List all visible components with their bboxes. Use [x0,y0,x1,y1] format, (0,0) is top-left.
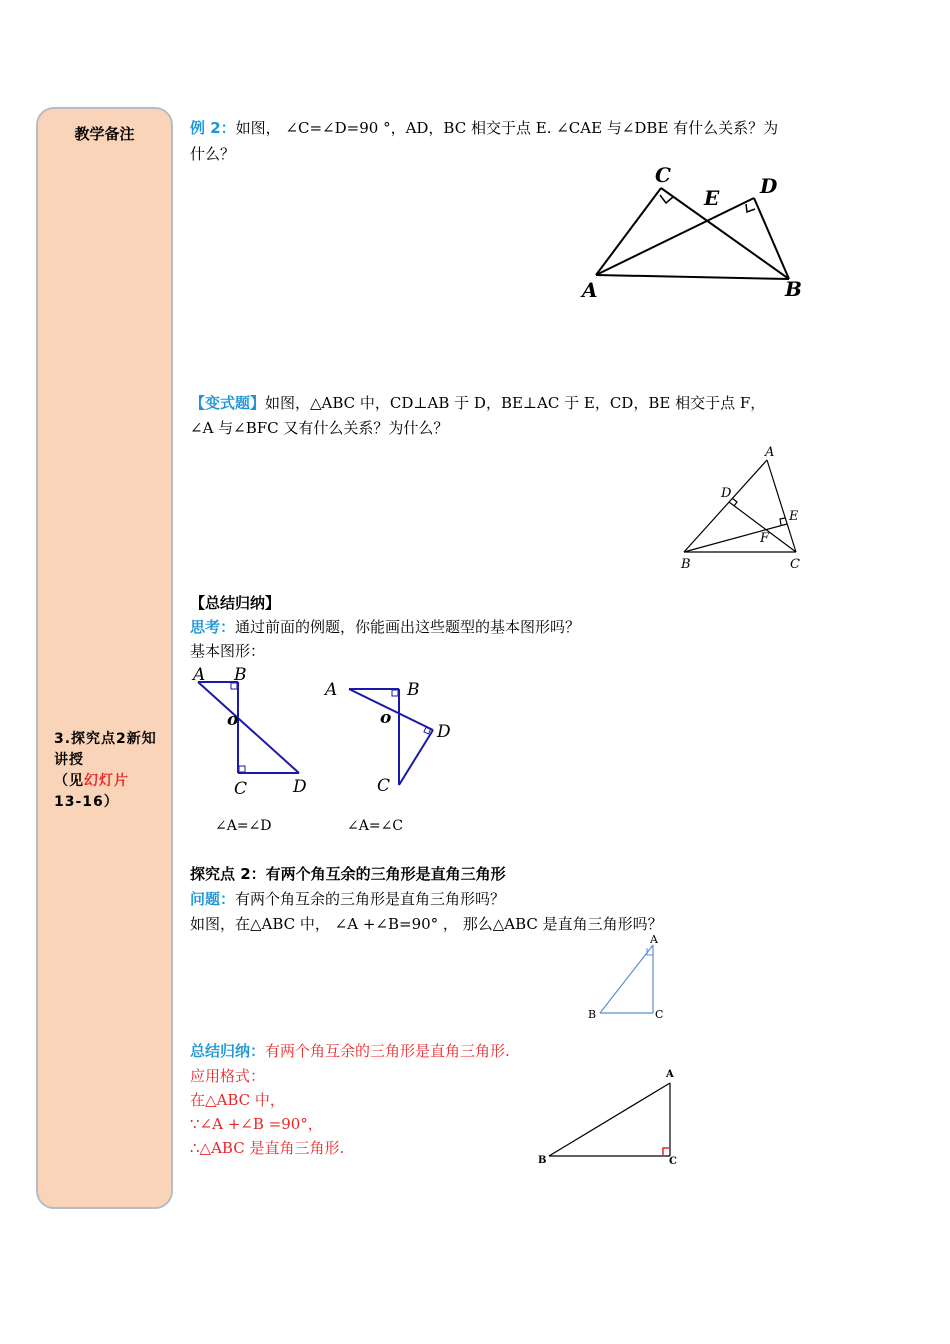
f2-label-D: D [437,722,451,742]
question-text: 有两个角互余的三角形是直角三角形吗？ [235,890,506,908]
f2-label-B: B [407,680,420,700]
p-label-A: A [650,933,658,946]
f1-label-o: o [227,710,239,730]
f1-label-A: A [193,665,206,685]
format-line-2: ∵∠A +∠B =90°， [190,1115,323,1133]
fm-label-B: B [538,1155,547,1166]
conclusion-label: 总结归纳： [190,1042,266,1060]
variant-text: 如图，△ABC 中，CD⊥AB 于 D，BE⊥AC 于 E，CD，BE 相交于点 F， [265,394,766,412]
label-E: E [704,186,720,210]
basic-figures-label: 基本图形： [190,642,266,660]
format-line-1: 在△ABC 中， [190,1091,285,1109]
variant-line2: ∠A 与∠BFC 又有什么关系？为什么？ [190,419,449,437]
p-label-B: B [588,1008,597,1021]
think-text: 通过前面的例题，你能画出这些题型的基本图形吗？ [235,618,581,636]
label-C: C [655,163,671,187]
f1-label-C: C [234,779,248,799]
f2-label-A: A [325,680,338,700]
slide-ref-close: ） [103,794,119,810]
format-line-3: ∴△ABC 是直角三角形. [190,1139,345,1157]
slide-ref-label: 幻灯片 [84,773,129,789]
v-label-A: A [765,445,775,460]
example2-line2: 什么？ [190,145,236,163]
conclusion-text: 有两个角互余的三角形是直角三角形. [265,1042,510,1060]
fig1-caption: ∠A=∠D [215,818,272,834]
example2-text: 如图， ∠C=∠D=90 °，AD，BC 相交于点 E. ∠CAE 与∠DBE 有什么关系？为 [235,119,779,137]
think-label: 思考： [190,618,236,636]
probe2-heading: 探究点 2：有两个角互余的三角形是直角三角形 [190,865,506,883]
summary-heading: 【总结归纳】 [190,594,281,612]
sidebar-title: 教学备注 [74,125,135,143]
slide-ref-number: 13-16 [54,794,104,810]
variant-label: 【变式题】 [190,394,266,412]
f1-label-B: B [234,665,247,685]
slide-ref-open: （见 [54,773,84,789]
f2-label-o: o [380,708,392,728]
v-label-F: F [760,531,770,546]
probe2-line: 如图，在△ABC 中， ∠A +∠B=90° ， 那么△ABC 是直角三角形吗？ [190,915,663,933]
fig2-caption: ∠A=∠C [347,818,404,834]
fm-label-A: A [666,1069,674,1080]
fm-label-C: C [669,1156,677,1167]
f1-label-D: D [293,777,307,797]
label-B: B [785,277,802,301]
f2-label-C: C [377,776,391,796]
label-A: A [582,278,598,302]
question-label: 问题： [190,890,236,908]
p-label-C: C [655,1008,664,1021]
v-label-D: D [721,486,732,501]
v-label-E: E [789,509,799,524]
v-label-C: C [790,557,800,572]
label-D: D [760,174,778,198]
section-title: 3.探究点2新知讲授 [54,731,157,768]
format-label: 应用格式： [190,1067,266,1085]
v-label-B: B [681,557,691,572]
example2-label: 例 2： [190,119,236,137]
